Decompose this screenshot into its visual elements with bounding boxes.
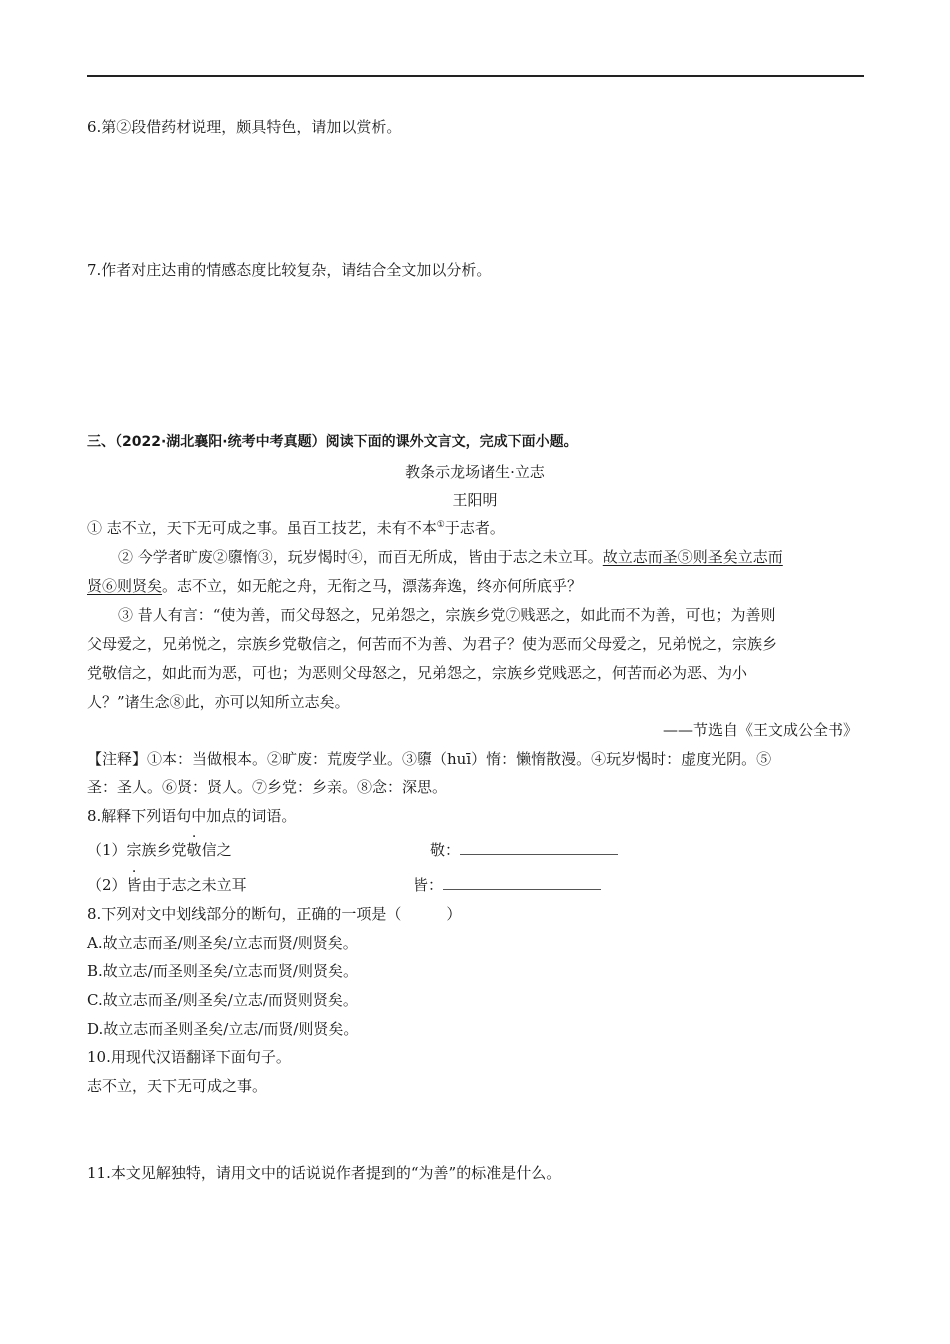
dotted-word: 皆 [126,876,142,894]
option-a[interactable]: A.故立志而圣/则圣矣/立志而贤/则贤矣。 [87,934,358,952]
option-b[interactable]: B.故立志/而圣则圣矣/立志而贤/则贤矣。 [87,962,358,980]
answer-2 [413,875,601,895]
answer-1-blank[interactable] [460,840,618,855]
passage-paragraph-3-line-3: 党敬信之，如此而为恶，可也；为恶则父母怒之，兄弟怨之，宗族乡党贱恶之，何苦而必为恶、为小 [87,664,748,682]
passage-author: 王阳明 [452,491,498,509]
underlined-phrase: 故立志而圣⑤则圣矣立志而 [602,548,783,566]
passage-paragraph-3-line-1: ③ 昔人有言：“使为善，而父母怒之，兄弟怨之，宗族乡党⑦贱恶之，如此而不为善，可也；为善则 [118,606,776,624]
question-10-sentence: 志不立，天下无可成之事。 [87,1077,268,1095]
answer-1 [430,840,618,860]
paragraph-1-text: ① 志不立，天下无可成之事。虽百工技艺，未有不本 [87,519,437,537]
option-d[interactable]: D.故立志而圣则圣矣/立志/而贤/则贤矣。 [87,1020,359,1038]
header-rule [87,75,864,77]
passage-source: ——节选自《王文成公全书》 [662,721,858,739]
question-9-stem: 8.下列对文中划线部分的断句，正确的一项是（ ） [87,905,462,923]
passage-paragraph-1 [87,518,505,538]
paragraph-1-text-end: 于志者。 [444,519,505,537]
footnote-marker: ① [436,520,445,530]
question-10-stem: 10.用现代汉语翻译下面句子。 [87,1048,291,1066]
paragraph-2-text-end: 。志不立，如无舵之舟，无衔之马，漂荡奔逸，终亦何所底乎？ [162,577,583,595]
question-7: 7.作者对庄达甫的情感态度比较复杂，请结合全文加以分析。 [87,261,492,279]
notes-line-2: 圣：圣人。⑥贤：贤人。⑦乡党：乡亲。⑧念：深思。 [87,778,448,796]
item-1-text-end: 信之 [201,841,232,859]
answer-2-blank[interactable] [443,875,601,890]
question-8-item-2 [87,875,247,895]
notes-line-1: 【注释】①本：当做根本。②旷废：荒废学业。③隳（huī）惰：懒惰散漫。④玩岁愒时：虚度光阴。⑤ [87,750,772,768]
question-8-item-1 [87,840,232,860]
item-1-text: （1）宗族乡党 [87,841,187,859]
passage-paragraph-3-line-4: 人？”诸生念⑧此，亦可以知所立志矣。 [87,693,350,711]
section-3-heading: 三、（2022·湖北襄阳·统考中考真题）阅读下面的课外文言文，完成下面小题。 [87,434,578,450]
item-2-text: （2） [87,876,127,894]
item-2-text-end: 由于志之未立耳 [141,876,247,894]
paragraph-2-text: ② 今学者旷废②隳惰③，玩岁愒时④，而百无所成，皆由于志之未立耳。 [118,548,603,566]
question-6: 6.第②段借药材说理，颇具特色，请加以赏析。 [87,118,402,136]
answer-1-label: 敬： [430,841,461,859]
passage-paragraph-2-line-2 [87,576,582,596]
underlined-phrase-end: 贤⑥则贤矣 [87,577,163,595]
passage-paragraph-3-line-2: 父母爱之，兄弟悦之，宗族乡党敬信之，何苦而不为善、为君子？使为恶而父母爱之，兄弟悦之，宗族乡 [87,635,778,653]
dotted-word: 敬 [186,841,202,859]
passage-paragraph-2-line-1 [118,547,783,567]
option-c[interactable]: C.故立志而圣/则圣矣/立志/而贤则贤矣。 [87,991,358,1009]
question-8-stem: 8.解释下列语句中加点的词语。 [87,807,297,825]
question-11: 11.本文见解独特，请用文中的话说说作者提到的“为善”的标准是什么。 [87,1164,562,1182]
passage-title: 教条示龙场诸生·立志 [405,463,545,481]
answer-2-label: 皆： [413,876,444,894]
